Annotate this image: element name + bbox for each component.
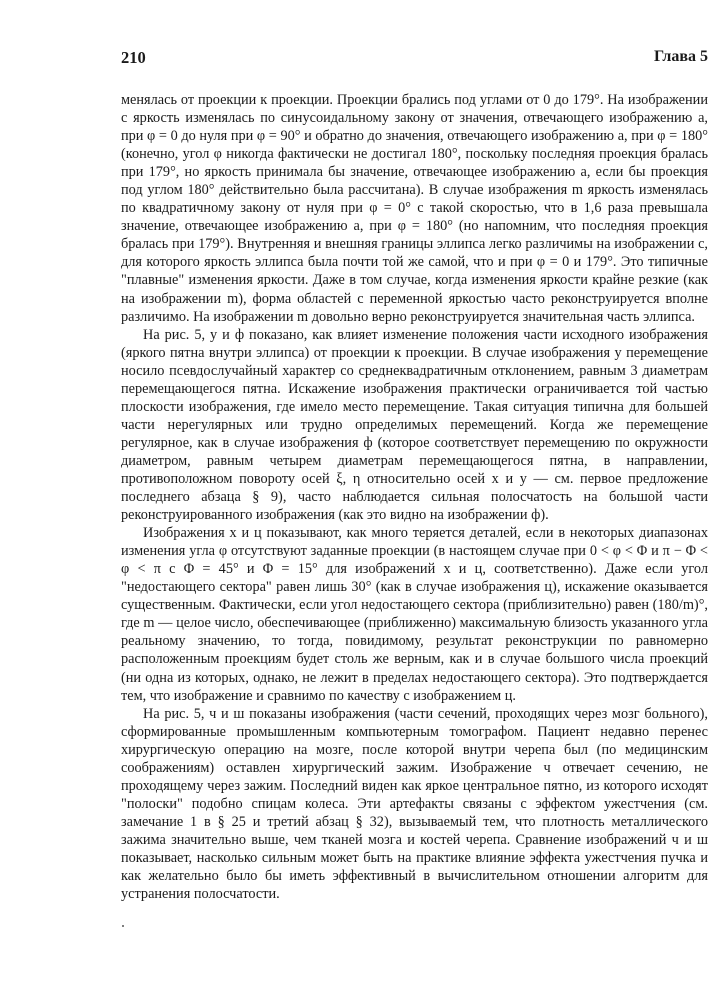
page-header: [121, 48, 708, 70]
chapter-running-head: Глава 5: [654, 48, 708, 65]
page-number: 210: [121, 48, 146, 67]
paragraph-3: Изображения x и ц показывают, как много теряется деталей, если в некоторых диапазонах изменения угла φ отсутствуют заданные проекции (в настоящем случае при 0 < φ < Φ и π − Φ < φ < π с Φ = 45° и Φ = 15° для изображений x и ц, соответственно). Даже если угол "недостающего сектора" равен лишь 30° (как в случае изображения ц), искажение оказывается существенным. Фактически, если угол недостающего сектора (приблизительно) равен (180/m)°, где m — целое число, обеспечивающее (приближенно) максимальную близость указанного угла реальному значению, то тогда, повидимому, результат реконструкции по равномерно расположенным проекциям будет столь же верным, как и в случае большого числа проекций (ни одна из которых, однако, не лежит в пределах недостающего сектора). Это подтверждается тем, что изображение и сравнимо по качеству с изображением ц.: [121, 525, 708, 704]
body-text: [121, 91, 708, 903]
scan-speck: [122, 925, 124, 927]
paragraph-2: На рис. 5, y и ф показано, как влияет изменение положения части исходного изображения (яркого пятна внутри эллипса) от проекции к проекции. В случае изображения y перемещение носило псевдослучайный характер со среднеквадратичным отклонением, равным 3 диаметрам перемещающегося пятна. Искажение изображения практически ограничивается той частью плоскости изображения, где имело место перемещение. Такая ситуация типична для большей части нерегулярных или трудно определимых перемещений. Когда же перемещение регулярное, как в случае изображения ф (которое соответствует перемещению по окружности диаметром, равным четырем диаметрам перемещающегося пятна, в направлении, противоположном повороту осей ξ, η относительно осей x и y — см. первое предложение последнего абзаца § 9), часто наблюдается сильная полосчатость на большой части реконструированного изображения (как это видно на изображении ф).: [121, 326, 708, 524]
paragraph-1: менялась от проекции к проекции. Проекции брались под углами от 0 до 179°. На изображении c яркость изменялась по синусоидальному закону от значения, отвечающего изображению a, при φ = 0 до нуля при φ = 90° и обратно до значения, отвечающего изображению a, при φ = 180° (конечно, угол φ никогда фактически не достигал 180°, поскольку последняя проекция бралась при 179°, но яркость принимала бы значение, отвечающее изображению a, если бы проекция под углом 180° действительно была рассчитана). В случае изображения m яркость изменялась по квадратичному закону от нуля при φ = 0° с такой скоростью, что в 1,6 раза превышала значение, отвечающее изображению a, при φ = 180° (но напомним, что последняя проекция бралась при 179°). Внутренняя и внешняя границы эллипса легко различимы на изображении c, для которого яркость эллипса была почти той же самой, что и при φ = 0 и 179°. Это типичные "плавные" изменения яркости. Даже в том случае, когда изменения яркости крайне резкие (как на изображении m), форма областей с переменной яркостью часто реконструируется вполне различимо. На изображении m довольно верно реконструируется значительная часть эллипса.: [121, 92, 708, 325]
paragraph-4: На рис. 5, ч и ш показаны изображения (части сечений, проходящих через мозг больного), сформированные промышленным компьютерным томографом. Пациент недавно перенес хирургическую операцию на мозге, после которой внутри черепа был (по медицинским соображениям) оставлен хирургический зажим. Изображение ч отвечает сечению, не проходящему через зажим. Последний виден как яркое центральное пятно, из которого исходят "полоски" подобно спицам колеса. Эти артефакты связаны с эффектом ужестчения (см. замечание 1 в § 25 и третий абзац § 32), вызываемый тем, что плотность металлического зажима значительно выше, чем тканей мозга и костей черепа. Сравнение изображений ч и ш показывает, насколько сильным может быть на практике влияние эффекта ужестчения пучка и как желательно было бы иметь эффективный в вычислительном отношении алгоритм для устранения полосчатости.: [121, 705, 708, 903]
